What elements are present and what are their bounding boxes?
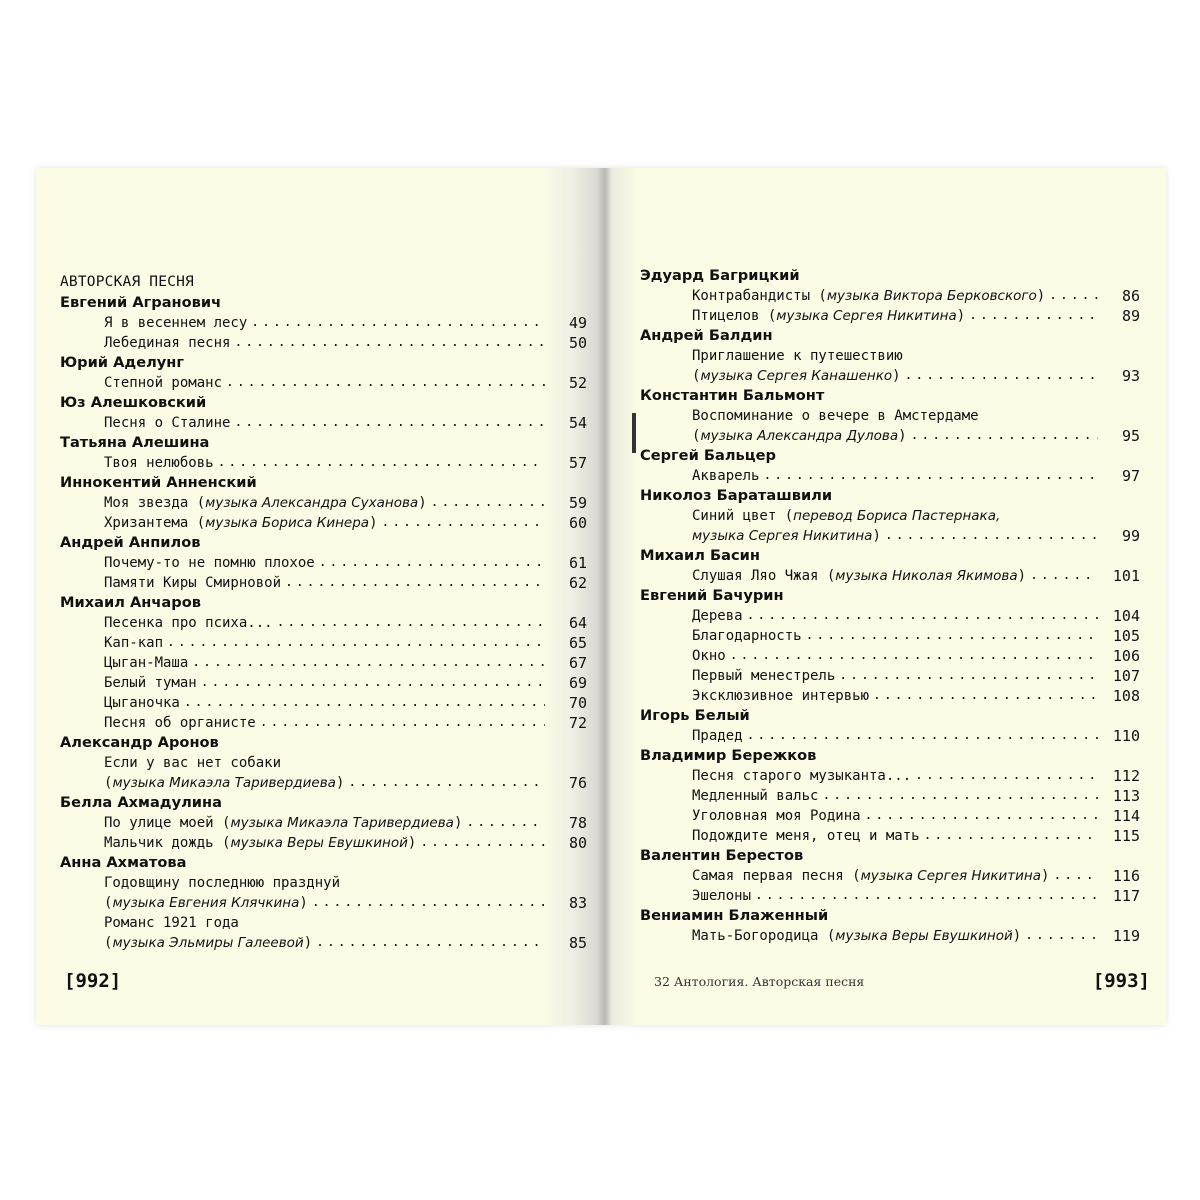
entry-page-number: 83	[568, 894, 587, 912]
entry-title	[104, 413, 230, 433]
entry-title-text: (	[104, 935, 113, 951]
author-name: Татьяна Алешина	[60, 434, 210, 451]
toc-entry	[640, 866, 1140, 886]
entry-credit: музыка Веры Евушкиной	[835, 928, 1013, 944]
entry-credit: музыка Александра Дулова	[700, 428, 899, 444]
author-name: Андрей Анпилов	[60, 534, 201, 551]
entry-title-text: Твоя нелюбовь	[104, 455, 214, 471]
entry-page-number: 106	[1112, 647, 1140, 665]
entry-page-number: 112	[1112, 767, 1140, 785]
entry-title	[104, 893, 308, 913]
entry-title-text: Степной романс	[104, 375, 223, 391]
entry-credit: музыка Микаэла Таривердиева	[112, 775, 336, 791]
entry-title	[692, 766, 911, 786]
entry-title-text: Лебединая песня	[104, 335, 231, 351]
entry-page-number: 117	[1112, 887, 1140, 905]
toc-entry	[60, 313, 587, 333]
printer-line: 32 Антология. Авторская песня	[654, 974, 865, 989]
author-name: Юрий Аделунг	[60, 354, 184, 371]
dot-leader	[911, 426, 1098, 446]
entry-title	[692, 866, 1049, 886]
entry-page-number: 65	[568, 634, 587, 652]
entry-title	[692, 566, 1026, 586]
right-page	[640, 168, 1150, 1025]
entry-title-text: Акварель	[692, 468, 760, 484]
toc-entry	[60, 933, 587, 953]
entry-credit: музыка Николая Якимова	[835, 568, 1018, 584]
entry-page-number: 80	[568, 834, 587, 852]
entry-title-text: Прадед	[692, 728, 743, 744]
toc-entry	[60, 613, 587, 633]
toc-entry-title-line	[640, 406, 1140, 426]
entry-title-text: Окно	[692, 648, 726, 664]
entry-title-text: Романс 1921 года	[104, 915, 239, 931]
entry-credit: перевод Бориса Пастернака,	[793, 508, 1001, 524]
page-number-right: [993]	[1092, 970, 1150, 992]
entry-title	[692, 726, 743, 746]
left-page	[60, 168, 587, 1025]
author-name: Андрей Балдин	[640, 327, 773, 344]
entry-title-end: )	[892, 368, 901, 384]
entry-title	[692, 666, 835, 686]
dot-leader	[822, 786, 1098, 806]
toc-entry	[640, 306, 1140, 326]
dot-leader	[924, 826, 1098, 846]
entry-credit: музыка Микаэла Таривердиева	[230, 815, 454, 831]
toc-entry	[640, 466, 1140, 486]
dot-leader	[1053, 866, 1098, 886]
entry-credit: музыка Евгения Клячкина	[112, 895, 300, 911]
dot-leader	[755, 886, 1098, 906]
entry-title	[692, 646, 726, 666]
dot-leader	[319, 553, 545, 573]
toc-entry	[640, 526, 1140, 546]
toc-entry	[640, 646, 1140, 666]
toc-entry	[60, 713, 587, 733]
dot-leader	[218, 453, 545, 473]
entry-page-number: 59	[568, 494, 587, 512]
entry-page-number: 49	[568, 314, 587, 332]
section-heading: АВТОРСКАЯ ПЕСНЯ	[60, 274, 194, 290]
toc-entry	[640, 766, 1140, 786]
author-name: Игорь Белый	[640, 707, 750, 724]
dot-leader	[234, 333, 545, 353]
entry-title-text: Эксклюзивное интервью	[692, 688, 870, 704]
author-name: Эдуард Багрицкий	[640, 267, 800, 284]
author-name: Валентин Берестов	[640, 847, 804, 864]
toc-entry	[60, 413, 587, 433]
dot-leader	[905, 366, 1098, 386]
entry-title	[104, 493, 427, 513]
dot-leader	[251, 313, 545, 333]
entry-title-end: )	[369, 515, 378, 531]
entry-credit: музыка Эльмиры Галеевой	[112, 935, 304, 951]
entry-title-text: Годовщину последнюю празднуй	[104, 875, 341, 891]
dot-leader	[865, 806, 1098, 826]
entry-page-number: 54	[568, 414, 587, 432]
entry-page-number: 108	[1112, 687, 1140, 705]
entry-page-number: 70	[568, 694, 587, 712]
author-name: Владимир Бережков	[640, 747, 817, 764]
entry-title	[692, 426, 907, 446]
entry-page-number: 76	[568, 774, 587, 792]
entry-title-end: )	[303, 935, 313, 951]
entry-title-text: Если у вас нет собаки	[104, 755, 282, 771]
entry-title-text: Белый туман	[104, 675, 197, 691]
entry-page-number: 104	[1112, 607, 1140, 625]
entry-title-text: Песня о Сталине	[104, 415, 231, 431]
entry-title-end: )	[453, 815, 463, 831]
toc-entry-title-line	[60, 913, 587, 933]
dot-leader	[201, 673, 545, 693]
toc-entry	[60, 893, 587, 913]
entry-page-number: 64	[568, 614, 587, 632]
entry-title-text: Моя звезда (	[104, 495, 206, 511]
entry-title-end: )	[1012, 928, 1022, 944]
gutter-mark	[632, 413, 636, 453]
entry-title	[692, 526, 881, 546]
toc-entry	[60, 653, 587, 673]
entry-credit: музыка Александра Суханова	[205, 495, 419, 511]
entry-title-text: Первый менестрель	[692, 668, 836, 684]
entry-title-text: По улице моей (	[104, 815, 231, 831]
entry-title-text: Контрабандисты (	[692, 288, 827, 304]
toc-entry	[60, 553, 587, 573]
toc-entry	[640, 726, 1140, 746]
entry-title	[104, 313, 247, 333]
entry-page-number: 89	[1121, 307, 1140, 325]
entry-title	[104, 873, 340, 893]
book-spread	[36, 168, 1166, 1025]
toc-entry	[640, 626, 1140, 646]
entry-title-text: Эшелоны	[692, 888, 752, 904]
toc-entry-title-line	[60, 873, 587, 893]
entry-title	[692, 606, 743, 626]
entry-title-text: Птицелов (	[692, 308, 777, 324]
entry-page-number: 110	[1112, 727, 1140, 745]
author-name: Сергей Бальцер	[640, 447, 776, 464]
entry-credit: музыка Сергея Никитина	[776, 308, 957, 324]
author-name: Белла Ахмадулина	[60, 794, 222, 811]
entry-title	[104, 513, 378, 533]
entry-title-end: )	[407, 835, 417, 851]
entry-title	[692, 686, 869, 706]
toc-entry	[60, 813, 587, 833]
entry-title-text: Мать-Богородица (	[692, 928, 836, 944]
entry-title-text: Я в весеннем лесу	[104, 315, 248, 331]
entry-page-number: 116	[1112, 867, 1140, 885]
page-number-left: [992]	[64, 970, 122, 992]
entry-title-text: Почему-то не помню плохое	[104, 555, 315, 571]
entry-title-end: )	[956, 308, 966, 324]
entry-page-number: 78	[568, 814, 587, 832]
dot-leader	[1030, 566, 1098, 586]
entry-title	[104, 673, 197, 693]
entry-page-number: 85	[568, 934, 587, 952]
entry-page-number: 61	[568, 554, 587, 572]
entry-title	[104, 833, 416, 853]
entry-title	[104, 333, 230, 353]
dot-leader	[466, 813, 545, 833]
entry-page-number: 52	[568, 374, 587, 392]
entry-page-number: 50	[568, 334, 587, 352]
toc-entry	[60, 453, 587, 473]
entry-title-text: Приглашение к путешествию	[692, 348, 903, 364]
entry-page-number: 101	[1112, 567, 1140, 585]
entry-title-text: Слушая Ляо Чжая (	[692, 568, 836, 584]
entry-title	[104, 753, 281, 773]
dot-leader	[167, 633, 545, 653]
toc-entry-title-line	[640, 506, 1140, 526]
entry-credit: музыка Сергея Никитина	[692, 528, 873, 544]
dot-leader	[260, 713, 545, 733]
author-name: Евгений Агранович	[60, 294, 222, 311]
entry-title	[104, 933, 312, 953]
dot-leader	[431, 493, 545, 513]
dot-leader	[184, 693, 545, 713]
entry-title	[692, 346, 903, 366]
entry-credit: музыка Сергея Канашенко	[700, 368, 893, 384]
entry-title-text: Синий цвет (	[692, 508, 794, 524]
author-name: Михаил Анчаров	[60, 594, 201, 611]
entry-title	[104, 633, 163, 653]
toc-left	[60, 293, 587, 953]
entry-title	[104, 773, 344, 793]
dot-leader	[285, 573, 545, 593]
entry-title-text: Кап-кап	[104, 635, 164, 651]
entry-credit: музыка Бориса Кинера	[205, 515, 370, 531]
author-name: Николоз Бараташвили	[640, 487, 833, 504]
toc-entry	[640, 566, 1140, 586]
entry-title-text: Уголовная моя Родина	[692, 808, 861, 824]
entry-title-end: )	[872, 528, 881, 544]
entry-page-number: 95	[1121, 427, 1140, 445]
toc-entry-title-line	[640, 346, 1140, 366]
entry-title-text: Хризантема (	[104, 515, 206, 531]
entry-credit: музыка Веры Евушкиной	[230, 835, 408, 851]
entry-title	[104, 453, 214, 473]
entry-title-text: (	[692, 428, 701, 444]
author-name: Александр Аронов	[60, 734, 219, 751]
author-name: Михаил Басин	[640, 547, 760, 564]
dot-leader	[747, 726, 1098, 746]
entry-title	[692, 366, 901, 386]
entry-title	[692, 806, 861, 826]
entry-page-number: 119	[1112, 927, 1140, 945]
toc-entry	[640, 686, 1140, 706]
toc-entry	[60, 833, 587, 853]
author-name: Анна Ахматова	[60, 854, 187, 871]
entry-title-end: )	[898, 428, 907, 444]
entry-title	[692, 286, 1045, 306]
entry-title-text: Подождите меня, отец и мать	[692, 828, 920, 844]
entry-title	[104, 913, 239, 933]
entry-title-text: Самая первая песня (	[692, 868, 861, 884]
toc-entry	[640, 366, 1140, 386]
dot-leader	[316, 933, 545, 953]
toc-entry	[640, 426, 1140, 446]
entry-title-text: Благодарность	[692, 628, 802, 644]
entry-title-text: Воспоминание о вечере в Амстердаме	[692, 408, 979, 424]
toc-entry-title-line	[60, 753, 587, 773]
entry-page-number: 72	[568, 714, 587, 732]
entry-title-text: Песня об органисте	[104, 715, 256, 731]
toc-entry	[640, 786, 1140, 806]
entry-title	[692, 466, 759, 486]
entry-title	[692, 406, 979, 426]
entry-title-text: Памяти Киры Смирновой	[104, 575, 282, 591]
dot-leader	[420, 833, 545, 853]
dot-leader	[763, 466, 1098, 486]
entry-title	[104, 573, 281, 593]
toc-entry	[60, 373, 587, 393]
entry-title	[692, 506, 1000, 526]
dot-leader	[839, 666, 1098, 686]
dot-leader	[348, 773, 545, 793]
entry-page-number: 69	[568, 674, 587, 692]
dot-leader	[234, 413, 545, 433]
toc-entry	[60, 333, 587, 353]
toc-entry	[60, 573, 587, 593]
toc-entry	[640, 806, 1140, 826]
entry-title-end: )	[1036, 288, 1046, 304]
dot-leader	[873, 686, 1098, 706]
entry-credit: музыка Сергея Никитина	[860, 868, 1042, 884]
entry-page-number: 62	[568, 574, 587, 592]
toc-entry	[640, 606, 1140, 626]
entry-title-end: )	[1041, 868, 1050, 884]
toc-entry	[640, 666, 1140, 686]
entry-title	[692, 306, 965, 326]
dot-leader	[969, 306, 1098, 326]
entry-title	[104, 373, 222, 393]
author-name: Константин Бальмонт	[640, 387, 825, 404]
dot-leader	[885, 526, 1098, 546]
entry-page-number: 107	[1112, 667, 1140, 685]
dot-leader	[1049, 286, 1098, 306]
toc-entry	[60, 513, 587, 533]
entry-page-number: 97	[1121, 467, 1140, 485]
entry-title	[692, 886, 751, 906]
entry-page-number: 67	[568, 654, 587, 672]
toc-entry	[640, 826, 1140, 846]
entry-title	[104, 813, 462, 833]
entry-page-number: 113	[1112, 787, 1140, 805]
entry-title-end: )	[418, 495, 427, 511]
entry-credit: музыка Виктора Берковского	[826, 288, 1037, 304]
entry-title	[104, 693, 180, 713]
entry-page-number: 93	[1121, 367, 1140, 385]
entry-title-text: Мальчик дождь (	[104, 835, 231, 851]
entry-title-text: Песня старого музыканта...	[692, 768, 912, 784]
toc-entry	[60, 773, 587, 793]
entry-title-text: Цыган-Маша	[104, 655, 189, 671]
entry-title-end: )	[335, 775, 345, 791]
entry-title	[692, 926, 1021, 946]
toc-entry	[60, 633, 587, 653]
toc-entry	[640, 286, 1140, 306]
dot-leader	[730, 646, 1098, 666]
dot-leader	[747, 606, 1098, 626]
dot-leader	[806, 626, 1098, 646]
entry-page-number: 57	[568, 454, 587, 472]
entry-title	[692, 626, 802, 646]
toc-entry	[60, 493, 587, 513]
entry-page-number: 114	[1112, 807, 1140, 825]
toc-entry	[60, 693, 587, 713]
entry-title-end: )	[299, 895, 308, 911]
dot-leader	[1025, 926, 1098, 946]
entry-title-text: (	[692, 368, 701, 384]
dot-leader	[382, 513, 545, 533]
entry-title-text: Медленный вальс	[692, 788, 819, 804]
entry-page-number: 115	[1112, 827, 1140, 845]
toc-entry	[640, 926, 1140, 946]
entry-title	[104, 553, 315, 573]
entry-page-number: 105	[1112, 627, 1140, 645]
dot-leader	[192, 653, 545, 673]
dot-leader	[277, 613, 545, 633]
dot-leader	[226, 373, 545, 393]
toc-entry	[640, 886, 1140, 906]
entry-title-end: )	[1017, 568, 1027, 584]
author-name: Вениамин Блаженный	[640, 907, 829, 924]
author-name: Иннокентий Анненский	[60, 474, 257, 491]
entry-title-text: (	[104, 895, 113, 911]
author-name: Евгений Бачурин	[640, 587, 784, 604]
toc-entry	[60, 673, 587, 693]
entry-title	[104, 653, 188, 673]
author-name: Юз Алешковский	[60, 394, 207, 411]
entry-title-text: Цыганочка	[104, 695, 180, 711]
entry-page-number: 99	[1121, 527, 1140, 545]
entry-title	[104, 713, 256, 733]
entry-title	[692, 786, 818, 806]
entry-page-number: 86	[1121, 287, 1140, 305]
dot-leader	[915, 766, 1098, 786]
dot-leader	[312, 893, 545, 913]
entry-title-text: (	[104, 775, 113, 791]
entry-title-text: Песенка про психа...	[104, 615, 273, 631]
entry-title	[104, 613, 273, 633]
entry-title	[692, 826, 920, 846]
entry-title-text: Дерева	[692, 608, 743, 624]
entry-page-number: 60	[568, 514, 587, 532]
toc-right	[640, 266, 1140, 946]
